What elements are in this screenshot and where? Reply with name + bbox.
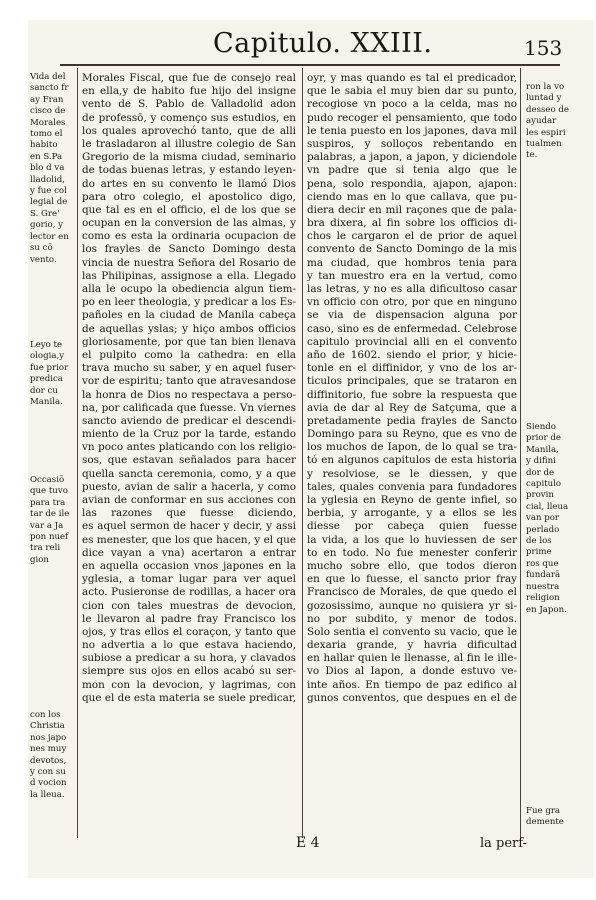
text-line: mon con la devocion, y lagrimas, con	[82, 678, 296, 691]
text-line: po en leer theologia, y predicar a los Es-	[82, 296, 296, 309]
text-line: tales, quales convenia para fundadores	[307, 480, 517, 493]
text-line: quella sancta ceremonia, como, y a que	[82, 467, 296, 480]
text-line: trava mucho su saber, y en aquel fuser-	[82, 362, 296, 375]
text-line: avia de dar al Rey de Satçuma, que a	[307, 401, 517, 414]
note-line: luntad y	[526, 93, 562, 104]
text-line: de aquellas yslas; y hiço ambos officios	[82, 322, 296, 335]
text-line: Solo sentia el convento su vacio, que le	[307, 625, 517, 638]
note-line: blo d va	[30, 163, 65, 174]
note-line: Siendo	[526, 422, 556, 432]
note-line: nuestra	[526, 581, 560, 592]
text-line: le llevaron al padre fray Francisco los	[82, 612, 296, 625]
text-line: que el de esta materia se suele predicar,	[82, 691, 296, 704]
note-line: dor cu	[30, 385, 58, 396]
text-line: gloriosamente, por que tan bien llenava	[82, 335, 296, 348]
page-number: 153	[524, 36, 563, 60]
text-line: en hallar quien le llenasse, al fin le ille-	[307, 652, 517, 665]
text-line: vn poco antes platicando con los religio-	[82, 441, 296, 454]
text-line: pretadamente pedia frayles de Sancto	[307, 414, 517, 427]
note-line: en S.Pa	[30, 151, 63, 162]
note-line: var a Ja	[30, 520, 64, 531]
note-line: d vocion	[30, 778, 67, 789]
note-line: su cō	[30, 243, 53, 254]
margin-note-left-4	[30, 710, 67, 801]
text-line: de todas buenas letras, y estando leyen-	[82, 164, 296, 177]
left-text-column	[82, 72, 296, 842]
text-line: diesse por cabeça quien fuesse	[307, 520, 517, 533]
text-line: gozosissimo, aunque no quisiera yr si-	[307, 599, 517, 612]
margin-note-left-3	[30, 475, 69, 566]
text-line: na, por calificada que fuesse. Vn viernes	[82, 401, 296, 414]
left-margin-rule	[77, 68, 78, 838]
note-line: Vida del	[30, 72, 66, 82]
text-line: de professō, y començo sus estudios, en	[82, 111, 296, 124]
text-line: no por subdito, y menor de todos.	[307, 612, 517, 625]
text-line: en aquella occasion vnos japones en la	[82, 559, 296, 572]
text-line: las Philipinas, assignose a ella. Llegado	[82, 269, 296, 282]
note-line: provin	[526, 490, 554, 501]
text-line: no advertia a lo que estava haciendo,	[82, 639, 296, 652]
text-line: berbia, y arrogante, y a ellos se les	[307, 507, 517, 520]
text-line: vn officio con otro, por que en ninguno	[307, 296, 517, 309]
note-line: lladolid,	[30, 174, 66, 185]
note-line: Manila.	[30, 397, 63, 408]
text-line: diffinitorio, fue sobre la respuesta que	[307, 388, 517, 401]
note-line: devotos,	[30, 755, 67, 766]
note-line: perlado	[526, 524, 560, 535]
text-line: en que lo fuesse, el sancto prior fray	[307, 573, 517, 586]
text-line: convento de Sancto Domingo de la mis	[307, 243, 517, 256]
note-line: lector en	[30, 231, 69, 242]
margin-note-right-3	[526, 806, 564, 829]
note-line: habito	[30, 140, 58, 151]
note-line: Fue gra	[526, 806, 561, 816]
text-line: las letras, y no es alla dificultoso casar	[307, 283, 517, 295]
note-line: tar de ile	[30, 509, 70, 520]
chapter-title: Capitulo. XXIII.	[213, 28, 433, 59]
column-divider	[302, 68, 303, 838]
text-line: se via de dispensacion alguna por	[307, 309, 517, 322]
text-line: caso, sino es de enfermedad. Celebrose	[307, 322, 517, 335]
text-line: cion con tales muestras de devocion,	[82, 599, 296, 612]
text-line: gunos conventos, que despues en el de	[307, 691, 517, 704]
text-line: vo Dios al Iapon, a donde estuvo ve-	[307, 665, 517, 678]
text-line: los muchos de Iapon, de lo qual se tra-	[307, 441, 517, 454]
text-line: la yglesia en Reyno de gente infiel, so	[307, 494, 517, 506]
text-line: dice vayan a vna) acertaron a entrar	[82, 546, 296, 559]
text-line: el pulpito como la cathedra: en ella	[82, 348, 296, 361]
text-line: dexaria grande, y havria dificultad	[307, 639, 517, 652]
note-line: Leyo te	[30, 340, 63, 350]
note-line: ros que	[526, 558, 559, 569]
note-line: gorio, y	[30, 220, 64, 231]
note-line: tomo el	[30, 129, 63, 140]
text-line: le trasladaron al illustre colegio de San	[82, 137, 296, 150]
text-line: la vida, a los que lo huviessen de ser	[307, 533, 517, 546]
text-line: acto. Pusieronse de rodillas, a hacer ora	[82, 586, 296, 599]
text-line: subiose a predicar a su hora, y clavados	[82, 652, 296, 665]
note-line: fundarā	[526, 570, 561, 581]
text-line: vor de espiritu; tanto que atravesandose	[82, 375, 296, 388]
note-line: gion	[30, 554, 49, 565]
text-line: tó en algunos capitulos de esta historia	[307, 454, 517, 467]
note-line: capitulo	[526, 479, 562, 490]
text-line: oyr, y mas quando es tal el predicador,	[307, 72, 517, 84]
note-line: vento.	[30, 254, 57, 265]
note-line: demente	[526, 817, 564, 828]
note-line: de los	[526, 536, 552, 547]
text-line: diera decir en mil raçones que de pala-	[307, 203, 517, 216]
text-line: palabras, a japon, a japon, y diciendole	[307, 151, 517, 164]
text-line: la honra de Dios no respectava a perso-	[82, 388, 296, 401]
text-line: es menester, que los que hacen, y el que	[82, 533, 296, 546]
text-line: las razones que fuesse diciendo,	[82, 507, 296, 520]
text-line: ticulos principales, que se trataron en	[307, 375, 517, 388]
text-line: avian de conformar en sus acciones con	[82, 494, 296, 506]
right-margin-rule	[520, 68, 521, 838]
margin-note-left-2	[30, 340, 68, 408]
note-line: prime	[526, 547, 552, 558]
text-line: ma ciudad, que hombros tenia para	[307, 256, 517, 269]
right-text-column	[307, 72, 517, 842]
note-line: S. Gre'	[30, 208, 60, 219]
text-line: año de 1602. siendo el prior, y hicie-	[307, 348, 517, 361]
text-line: sancto aviendo de predicar el descendi-	[82, 414, 296, 427]
text-line: yglesia, a tomar lugar para ver aquel	[82, 573, 296, 586]
text-line: que tal es en el officio, el de los que se	[82, 203, 296, 216]
note-line: te.	[526, 150, 538, 161]
text-line: inte años. En tiempo de paz edifico al	[307, 678, 517, 691]
note-line: desseo de	[526, 104, 569, 115]
note-line: y difini	[526, 456, 556, 467]
text-line: siempre sus ojos en ellos acabó su ser-	[82, 665, 296, 678]
note-line: prior de	[526, 433, 561, 444]
note-line: legial de	[30, 197, 68, 208]
text-line: miento de la Cruz por la tarde, estando	[82, 428, 296, 441]
note-line: les espiri	[526, 127, 566, 138]
note-line: van por	[526, 513, 560, 524]
text-line: suspiros, y solloços rebentando en	[307, 137, 517, 150]
note-line: sancto fr	[30, 83, 69, 94]
text-line: y tan muestro era en la vertud, como	[307, 269, 517, 282]
note-line: que tuvo	[30, 486, 68, 497]
note-line: con los	[30, 710, 61, 720]
note-line: Occasiō	[30, 475, 65, 485]
text-line: recogiose vn poco a la celda, mas no	[307, 98, 517, 111]
text-line: sos, que estavan señalados para hacer	[82, 454, 296, 467]
text-line: vincia de nuestra Señora del Rosario de	[82, 256, 296, 269]
header-rule	[60, 64, 560, 66]
text-line: to en todo. No fue menester conferir	[307, 546, 517, 559]
text-line: los frayles de Sancto Domingo desta	[82, 243, 296, 256]
text-line: ocupan en la conversion de las almas, y	[82, 217, 296, 230]
text-line: alla le ocupo la obediencia algun tiem-	[82, 283, 296, 295]
text-line: en ella,y de habito fue hijo del insigne	[82, 85, 296, 98]
text-line: chos le cargaron el de prior de aquel	[307, 230, 517, 243]
note-line: en Japon.	[526, 604, 567, 615]
note-line: y fue col	[30, 186, 67, 197]
note-line: y con su	[30, 767, 66, 778]
note-line: ay Fran	[30, 94, 64, 105]
margin-note-left-1	[30, 72, 69, 266]
text-line: es aquel sermon de hacer y decir, y assi	[82, 520, 296, 533]
note-line: dor de	[526, 467, 555, 478]
text-line: Domingo para su Reyno, que es vno de	[307, 428, 517, 441]
catchword: la perf-	[480, 836, 528, 851]
note-line: Morales	[30, 117, 66, 128]
text-line: tonle en el diffinidor, y vno de los ar-	[307, 362, 517, 375]
note-line: pon nuef	[30, 532, 69, 543]
note-line: cisco de	[30, 106, 66, 117]
note-line: tualmen	[526, 139, 562, 150]
text-line: vento de S. Pablo de Valladolid adon	[82, 98, 296, 111]
text-line: capitulo provincial alli en el convento	[307, 335, 517, 348]
margin-note-right-2	[526, 422, 568, 616]
text-line: y resolviose, se le diessen, y que	[307, 467, 517, 480]
text-line: vn padre que si tenia algo que le	[307, 164, 517, 177]
text-line: pudo recoger el pensamiento, que todo	[307, 111, 517, 124]
text-line: do artes en su convento le llamó Dios	[82, 177, 296, 190]
note-line: Manila,	[526, 444, 559, 455]
note-line: predica	[30, 374, 63, 385]
note-line: fue prior	[30, 362, 69, 373]
note-line: ayudar	[526, 116, 557, 127]
page-margin	[0, 0, 28, 900]
text-line: para otro colegio, el apostolico digo,	[82, 190, 296, 203]
text-line: Francisco de Morales, de que quedo el	[307, 586, 517, 599]
text-line: puesto, avian de salir a hacerla, y como	[82, 480, 296, 493]
note-line: nos japo	[30, 732, 67, 743]
note-line: la lleua.	[30, 789, 65, 800]
margin-note-right-1	[526, 82, 569, 162]
text-line: pena, solo respondia, ajapon, ajapon:	[307, 177, 517, 190]
note-line: Christia	[30, 721, 65, 732]
note-line: religion	[526, 593, 560, 604]
note-line: ologia,y	[30, 351, 65, 362]
text-line: como es esta la ordinaria ocupacion de	[82, 230, 296, 243]
text-line: mucho sobre ello, que todos dieron	[307, 559, 517, 572]
text-line: pañoles en la ciudad de Manila cabeça	[82, 309, 296, 322]
text-line: ojos, y tras ellos el coraçon, y tanto que	[82, 625, 296, 638]
note-line: ron la vo	[526, 82, 565, 92]
text-line: los quales aprovechó tanto, que de alli	[82, 124, 296, 137]
note-line: nes muy	[30, 744, 67, 755]
signature-mark: E 4	[296, 835, 320, 851]
text-line: Gregorio de la misma ciudad, seminario	[82, 151, 296, 164]
text-line: que le sabia el muy bien dar su punto,	[307, 85, 517, 98]
note-line: para tra	[30, 497, 66, 508]
text-line: bra dixera, al fin sobre los officios di-	[307, 217, 517, 230]
text-line: ciendo mas en lo que callava, que pu-	[307, 190, 517, 203]
text-line: Morales Fiscal, que fue de consejo real	[82, 72, 296, 84]
note-line: tra reli	[30, 543, 61, 554]
text-line: le tenia puesto en los japones, dava mil	[307, 124, 517, 137]
note-line: cial, lleua	[526, 501, 569, 512]
